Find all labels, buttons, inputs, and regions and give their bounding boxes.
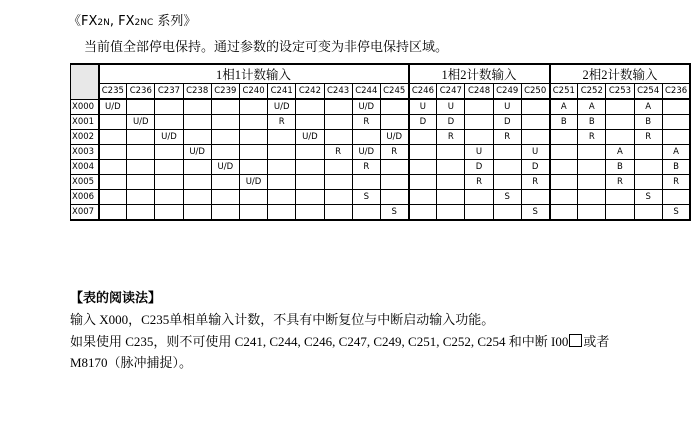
table-cell: [183, 205, 211, 221]
table-cell: [437, 160, 465, 175]
table-cell: [662, 190, 690, 205]
table-cell: [99, 145, 127, 160]
legend-heading: 【表的阅读法】: [70, 290, 162, 305]
table-cell: [99, 190, 127, 205]
table-cell: [211, 190, 239, 205]
table-cell: U/D: [380, 130, 408, 145]
table-cell: [409, 190, 437, 205]
table-cell: [493, 160, 521, 175]
table-cell: U: [409, 99, 437, 115]
column-header: C238: [183, 84, 211, 100]
table-cell: [268, 145, 296, 160]
table-cell: [324, 160, 352, 175]
table-cell: [183, 130, 211, 145]
table-cell: [211, 115, 239, 130]
table-cell: R: [465, 175, 493, 190]
column-header: C237: [155, 84, 183, 100]
table-cell: [155, 115, 183, 130]
table-cell: [239, 130, 267, 145]
table-cell: R: [662, 175, 690, 190]
legend-line-2-text: 如果使用 C235，则不可使用 C241, C244, C246, C247, C249, C251, C252, C254 和中断 I00: [70, 334, 569, 349]
table-cell: [634, 160, 662, 175]
table-cell: [409, 205, 437, 221]
table-cell: R: [606, 175, 634, 190]
table-cell: [324, 99, 352, 115]
row-header: X003: [71, 145, 99, 160]
table-cell: [183, 115, 211, 130]
table-cell: [409, 175, 437, 190]
table-cell: [409, 130, 437, 145]
table-cell: [268, 160, 296, 175]
column-header: C254: [634, 84, 662, 100]
table-cell: [550, 160, 578, 175]
table-cell: [324, 175, 352, 190]
table-cell: U: [465, 145, 493, 160]
column-header: C243: [324, 84, 352, 100]
table-cell: [550, 205, 578, 221]
table-row: [71, 130, 691, 145]
table-cell: [99, 205, 127, 221]
table-cell: D: [493, 115, 521, 130]
table-cell: A: [550, 99, 578, 115]
table-cell: [211, 175, 239, 190]
table-cell: [155, 175, 183, 190]
table-cell: [437, 145, 465, 160]
row-header: X000: [71, 99, 99, 115]
table-cell: R: [352, 115, 380, 130]
column-header: C241: [268, 84, 296, 100]
table-cell: [550, 190, 578, 205]
table-cell: [493, 205, 521, 221]
table-cell: R: [324, 145, 352, 160]
table-cell: [183, 160, 211, 175]
column-header: C242: [296, 84, 324, 100]
table-cell: [606, 190, 634, 205]
table-cell: R: [634, 130, 662, 145]
table-cell: U/D: [155, 130, 183, 145]
table-cell: [183, 190, 211, 205]
table-cell: U: [493, 99, 521, 115]
table-cell: [380, 160, 408, 175]
column-header: C236: [127, 84, 155, 100]
table-cell: R: [521, 175, 549, 190]
table-cell: [578, 190, 606, 205]
table-cell: [268, 190, 296, 205]
table-cell: B: [550, 115, 578, 130]
table-cell: U/D: [211, 160, 239, 175]
row-header: X002: [71, 130, 99, 145]
table-cell: [183, 175, 211, 190]
table-cell: [239, 205, 267, 221]
table-cell: U/D: [352, 145, 380, 160]
table-cell: A: [606, 145, 634, 160]
table-cell: [324, 130, 352, 145]
table-cell: R: [493, 130, 521, 145]
column-header: C248: [465, 84, 493, 100]
row-header: X004: [71, 160, 99, 175]
table-cell: D: [437, 115, 465, 130]
table-row: [71, 99, 691, 115]
table-cell: U/D: [127, 115, 155, 130]
table-cell: [380, 175, 408, 190]
table-cell: [211, 99, 239, 115]
table-cell: U: [437, 99, 465, 115]
table-cell: U: [521, 145, 549, 160]
title-mid: , FX: [109, 14, 135, 29]
table-cell: U/D: [296, 130, 324, 145]
table-cell: [606, 130, 634, 145]
table-cell: [437, 190, 465, 205]
table-cell: B: [578, 115, 606, 130]
row-header: X007: [71, 205, 99, 221]
table-cell: [380, 190, 408, 205]
column-header: C244: [352, 84, 380, 100]
table-cell: [521, 190, 549, 205]
table-cell: [662, 115, 690, 130]
table-cell: [268, 205, 296, 221]
table-row: [71, 190, 691, 205]
table-cell: R: [437, 130, 465, 145]
table-cell: [239, 115, 267, 130]
table-cell: [99, 130, 127, 145]
column-header: C240: [239, 84, 267, 100]
table-cell: [183, 99, 211, 115]
table-cell: [268, 130, 296, 145]
intro-text: 当前值全部停电保持。通过参数的设定可变为非停电保持区域。: [84, 39, 449, 54]
table-cell: [380, 115, 408, 130]
table-cell: [239, 145, 267, 160]
table-cell: R: [380, 145, 408, 160]
table-cell: [99, 175, 127, 190]
table-cell: [606, 99, 634, 115]
table-cell: [493, 175, 521, 190]
table-cell: [521, 130, 549, 145]
table-cell: [296, 205, 324, 221]
table-cell: [437, 205, 465, 221]
table-cell: [127, 130, 155, 145]
table-cell: [578, 175, 606, 190]
table-cell: [127, 145, 155, 160]
table-cell: [465, 130, 493, 145]
column-header: C250: [521, 84, 549, 100]
table-cell: [211, 205, 239, 221]
table-cell: [578, 205, 606, 221]
table-cell: U/D: [352, 99, 380, 115]
table-cell: [211, 145, 239, 160]
table-cell: [99, 160, 127, 175]
table-cell: U/D: [239, 175, 267, 190]
table-cell: [155, 205, 183, 221]
row-header: X006: [71, 190, 99, 205]
column-header: C236: [662, 84, 690, 100]
table-cell: [606, 205, 634, 221]
table-row: [71, 205, 691, 221]
table-row: [71, 175, 691, 190]
table-cell: [127, 205, 155, 221]
table-cell: [239, 190, 267, 205]
table-row: [71, 115, 691, 130]
title-prefix: 《FX: [68, 14, 98, 29]
table-cell: [662, 130, 690, 145]
table-cell: [465, 205, 493, 221]
table-cell: [352, 175, 380, 190]
table-cell: [550, 130, 578, 145]
table-cell: [493, 145, 521, 160]
table-cell: [324, 115, 352, 130]
table-cell: S: [380, 205, 408, 221]
column-header-row: [71, 84, 691, 100]
table-cell: B: [606, 160, 634, 175]
column-header: C247: [437, 84, 465, 100]
table-cell: [296, 190, 324, 205]
table-cell: A: [662, 145, 690, 160]
table-cell: S: [521, 205, 549, 221]
table-cell: [99, 115, 127, 130]
table-cell: [155, 160, 183, 175]
table-cell: U/D: [183, 145, 211, 160]
table-cell: [521, 99, 549, 115]
table-cell: [465, 190, 493, 205]
table-cell: [606, 115, 634, 130]
group-header: 2相2计数输入: [550, 64, 691, 84]
column-header: C246: [409, 84, 437, 100]
table-cell: [634, 205, 662, 221]
table-cell: [324, 190, 352, 205]
placeholder-box-icon: [569, 334, 582, 347]
table-cell: [662, 99, 690, 115]
table-cell: [296, 145, 324, 160]
table-cell: B: [662, 160, 690, 175]
table-cell: [550, 175, 578, 190]
group-header: 1相2计数输入: [409, 64, 550, 84]
table-cell: A: [578, 99, 606, 115]
table-cell: D: [409, 115, 437, 130]
title-suffix: 系列》: [153, 14, 197, 29]
table-cell: [465, 115, 493, 130]
counter-assignment-table: [70, 63, 691, 221]
group-header-row: [71, 64, 691, 84]
row-header: X005: [71, 175, 99, 190]
table-cell: [296, 160, 324, 175]
table-cell: U/D: [99, 99, 127, 115]
table-cell: A: [634, 99, 662, 115]
column-header: C253: [606, 84, 634, 100]
table-cell: D: [465, 160, 493, 175]
table-cell: [352, 130, 380, 145]
table-cell: [211, 130, 239, 145]
table-cell: [155, 99, 183, 115]
table-cell: [352, 205, 380, 221]
table-cell: [239, 99, 267, 115]
table-cell: [634, 145, 662, 160]
table-cell: [239, 160, 267, 175]
table-cell: [634, 175, 662, 190]
table-corner: [71, 64, 99, 99]
table-cell: S: [352, 190, 380, 205]
column-header: C239: [211, 84, 239, 100]
table-cell: [521, 115, 549, 130]
title-model-suffix-1: 2N: [97, 18, 110, 28]
table-cell: [127, 160, 155, 175]
document-title: [68, 10, 196, 29]
table-cell: [380, 99, 408, 115]
legend-line-1: 输入 X000，C235单相单输入计数，不具有中断复位与中断启动输入功能。: [70, 312, 495, 327]
table-cell: [409, 160, 437, 175]
title-model-suffix-2: 2NC: [134, 18, 154, 28]
table-cell: [437, 175, 465, 190]
column-header: C251: [550, 84, 578, 100]
column-header: C245: [380, 84, 408, 100]
legend-line-2: [70, 331, 609, 350]
table-cell: [324, 205, 352, 221]
table-cell: [296, 175, 324, 190]
table-cell: [127, 175, 155, 190]
column-header: C252: [578, 84, 606, 100]
table-cell: R: [268, 115, 296, 130]
table-cell: R: [352, 160, 380, 175]
column-header: C235: [99, 84, 127, 100]
legend-line-3: M8170（脉冲捕捉）。: [70, 355, 193, 370]
group-header: 1相1计数输入: [99, 64, 409, 84]
table-row: [71, 160, 691, 175]
table-cell: S: [634, 190, 662, 205]
table-cell: B: [634, 115, 662, 130]
column-header: C249: [493, 84, 521, 100]
table-cell: [296, 99, 324, 115]
table-cell: [268, 175, 296, 190]
table-cell: U/D: [268, 99, 296, 115]
table-cell: [155, 190, 183, 205]
table-cell: [155, 145, 183, 160]
row-header: X001: [71, 115, 99, 130]
table-cell: [127, 99, 155, 115]
table-row: [71, 145, 691, 160]
table-cell: [578, 160, 606, 175]
table-cell: [550, 145, 578, 160]
table-cell: S: [493, 190, 521, 205]
table-cell: [296, 115, 324, 130]
table-cell: [465, 99, 493, 115]
table-cell: [127, 190, 155, 205]
legend-line-2-tail: 或者: [583, 334, 610, 349]
table-cell: S: [662, 205, 690, 221]
table-cell: D: [521, 160, 549, 175]
table-cell: [409, 145, 437, 160]
table-cell: R: [578, 130, 606, 145]
table-cell: [578, 145, 606, 160]
